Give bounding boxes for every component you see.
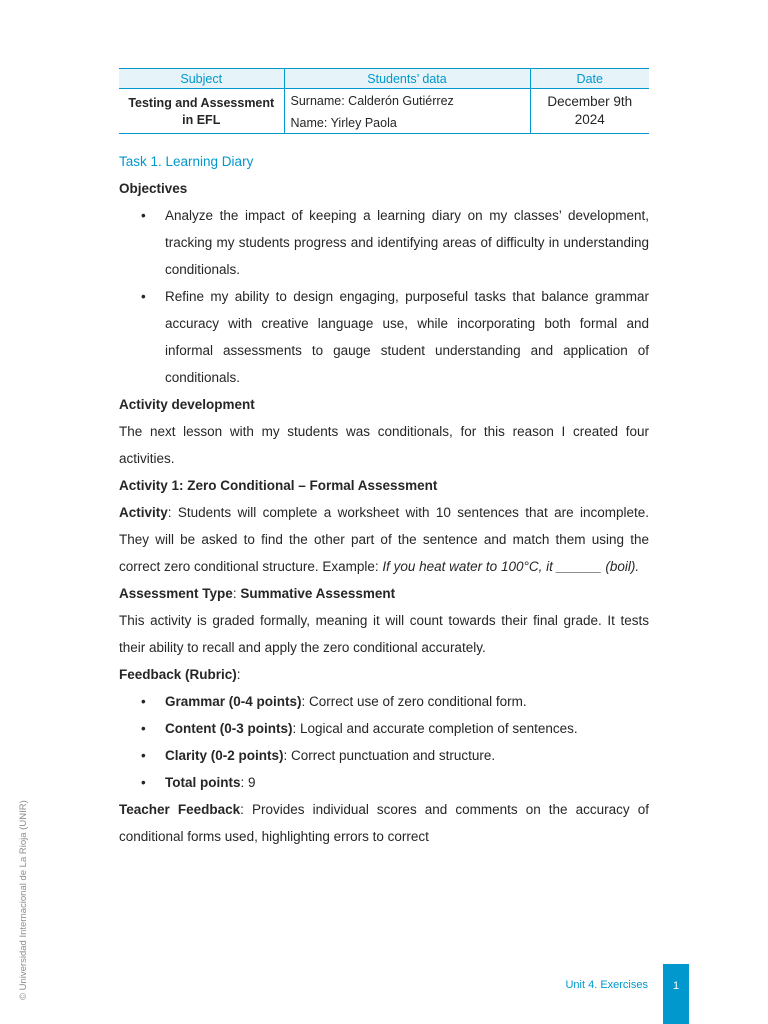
rubric-item — [119, 742, 649, 769]
objectives-list — [119, 202, 649, 391]
rubric-item — [119, 715, 649, 742]
copyright-sidebar: © Universidad Internacional de La Rioja (UNIR) — [18, 800, 29, 1000]
activity-development-heading: Activity development — [119, 397, 255, 412]
task-title: Task 1. Learning Diary — [119, 154, 254, 169]
rubric-item-label: Clarity (0-2 points) — [165, 748, 284, 763]
date-value — [530, 89, 649, 134]
header-row — [119, 69, 649, 89]
assessment-type-label: Assessment Type — [119, 586, 233, 601]
header-table — [119, 68, 649, 134]
name-value: Name: Yirley Paola — [290, 116, 397, 130]
subject-line-1: Testing and Assessment — [128, 96, 275, 110]
footer-unit-label: Unit 4. Exercises — [565, 979, 648, 991]
subject-line-2: in EFL — [182, 113, 221, 127]
date-line-1: December 9th — [547, 94, 633, 109]
subject-column-header: Subject — [119, 69, 284, 89]
activity-1-example: If you heat water to 100°C, it ______ (boil). — [382, 559, 640, 574]
rubric-item-text: : Correct punctuation and structure. — [283, 748, 496, 763]
activity-development-text: The next lesson with my students was conditionals, for this reason I created four activities. — [119, 424, 649, 466]
assessment-type-line — [119, 580, 649, 607]
rubric-item-label: Total points — [165, 775, 241, 790]
teacher-feedback-label: Teacher Feedback — [119, 802, 241, 817]
feedback-heading-line — [119, 661, 649, 688]
rubric-item — [119, 769, 649, 796]
rubric-item — [119, 688, 649, 715]
rubric-item-text: : Correct use of zero conditional form. — [301, 694, 527, 709]
page-number: 1 — [672, 980, 680, 992]
rubric-list — [119, 688, 649, 796]
students-data-value — [284, 89, 530, 134]
assessment-description: This activity is graded formally, meaning it will count towards their final grade. It tests their ability to recall and apply the zero conditional accurately. — [119, 613, 649, 655]
objective-item: • Refine my ability to design engaging, purposeful tasks that balance grammar accuracy with creative language use, while incorporating both formal and informal assessments to gauge student understanding and application of conditionals. — [119, 283, 649, 391]
teacher-feedback — [119, 796, 649, 850]
subject-value — [119, 89, 284, 134]
activity-1-label: Activity — [119, 505, 168, 520]
activity-1-text: : Students will complete a worksheet with 10 sentences that are incomplete. They will be asked to find the other part of the sentence and match them using the correct zero conditional structure. Example: — [119, 505, 649, 574]
objective-item: • Analyze the impact of keeping a learning diary on my classes’ development, tracking my students progress and identifying areas of difficulty in understanding conditionals. — [119, 202, 649, 283]
feedback-heading: Feedback (Rubric) — [119, 667, 237, 682]
students-data-column-header: Students’ data — [284, 69, 530, 89]
activity-1-heading: Activity 1: Zero Conditional – Formal Assessment — [119, 478, 438, 493]
header-values-row — [119, 89, 649, 134]
date-column-header: Date — [530, 69, 649, 89]
date-line-2: 2024 — [574, 112, 605, 127]
document-body — [119, 148, 649, 850]
assessment-type-value: Summative Assessment — [240, 586, 396, 601]
feedback-heading-colon: : — [236, 667, 241, 682]
rubric-item-label: Grammar (0-4 points) — [165, 694, 302, 709]
teacher-feedback-text: : Provides individual scores and comments on the accuracy of conditional forms used, highlighting errors to correct — [119, 802, 649, 844]
surname-value: Surname: Calderón Gutiérrez — [290, 94, 454, 108]
rubric-item-text: : 9 — [240, 775, 256, 790]
objectives-heading: Objectives — [119, 181, 188, 196]
activity-1-description — [119, 499, 649, 580]
rubric-item-text: : Logical and accurate completion of sentences. — [292, 721, 578, 736]
rubric-item-label: Content (0-3 points) — [165, 721, 293, 736]
assessment-type-colon: : — [232, 586, 241, 601]
page-number-box — [663, 964, 689, 1024]
